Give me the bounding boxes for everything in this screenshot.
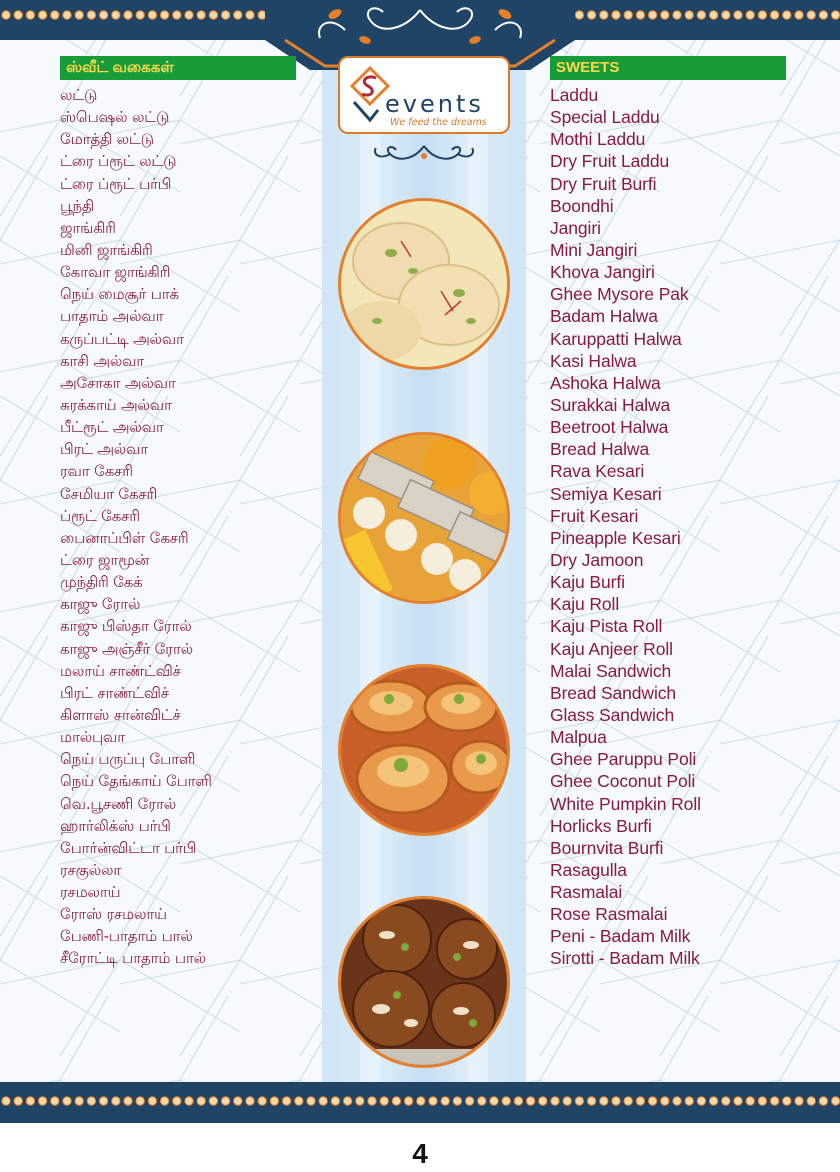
- english-section-heading: SWEETS: [550, 56, 786, 80]
- list-item: Dry Fruit Laddu: [550, 151, 670, 172]
- list-item: லட்டு: [60, 86, 98, 104]
- list-item: Malpua: [550, 727, 607, 748]
- list-item: Karuppatti Halwa: [550, 328, 682, 349]
- list-item: மால்புவா: [60, 728, 125, 747]
- list-item: மலாய் சாண்ட்விச்: [60, 661, 181, 680]
- list-item: Badam Halwa: [550, 306, 658, 327]
- list-item: ரோஸ் ரசமலாய்: [60, 905, 167, 924]
- list-item: கிளாஸ் சான்விட்ச்: [60, 705, 181, 724]
- brand-name: events: [385, 90, 484, 118]
- list-item: Ghee Paruppu Poli: [550, 749, 697, 770]
- list-item: Special Laddu: [550, 107, 660, 128]
- list-item: ரசமலாய்: [60, 883, 121, 902]
- list-item: Laddu: [550, 85, 599, 105]
- list-item: Rava Kesari: [550, 461, 645, 482]
- list-item: போர்ன்விட்டா பர்பி: [60, 838, 197, 857]
- list-item: Fruit Kesari: [550, 505, 639, 526]
- list-item: Ghee Coconut Poli: [550, 771, 696, 792]
- list-item: அசோகா அல்வா: [60, 373, 176, 392]
- list-item: காசி அல்வா: [60, 351, 145, 370]
- list-item: ட்ரை ஜாமூன்: [60, 550, 149, 569]
- list-item: Rasmalai: [550, 882, 623, 903]
- list-item: காஜு அஞ்சீர் ரோல்: [60, 639, 193, 658]
- list-item: Pineapple Kesari: [550, 527, 681, 548]
- list-item: நெய் தேங்காய் போளி: [60, 772, 212, 791]
- list-item: Kasi Halwa: [550, 350, 637, 371]
- list-item: Horlicks Burfi: [550, 815, 652, 836]
- list-item: Peni - Badam Milk: [550, 926, 691, 947]
- list-item: பைனாப்பிள் கேசரி: [60, 528, 189, 547]
- list-item: Surakkai Halwa: [550, 394, 671, 415]
- list-item: Glass Sandwich: [550, 704, 675, 725]
- list-item: Rose Rasmalai: [550, 904, 668, 925]
- list-item: Rasagulla: [550, 859, 627, 880]
- kaju-katli-laddu-photo: [338, 432, 510, 604]
- bottom-dot-row: [0, 1094, 840, 1108]
- list-item: Khova Jangiri: [550, 262, 655, 283]
- list-item: ஹார்லிக்ஸ் பர்பி: [60, 816, 171, 835]
- list-item: Mini Jangiri: [550, 239, 638, 260]
- list-item: White Pumpkin Roll: [550, 793, 701, 814]
- list-item: காஜு பிஸ்தா ரோல்: [60, 617, 192, 636]
- brand-tagline: We feed the dreams: [390, 117, 487, 128]
- list-item: Kaju Burfi: [550, 572, 625, 593]
- list-item: ரவா கேசரி: [60, 462, 133, 481]
- list-item: நெய் மைசூர் பாக்: [60, 285, 179, 304]
- list-item: ரசகுல்லா: [60, 860, 122, 879]
- list-item: சீரோட்டி பாதாம் பால்: [60, 949, 206, 968]
- dry-fruit-laddu-photo: [338, 896, 510, 1068]
- list-item: பேணி-பாதாம் பால்: [60, 927, 193, 946]
- list-item: பிரட் சாண்ட்விச்: [60, 683, 169, 702]
- list-item: Ghee Mysore Pak: [550, 284, 689, 305]
- list-item: ஜாங்கிரி: [60, 218, 116, 237]
- list-item: Dry Jamoon: [550, 549, 644, 570]
- list-item: பூந்தி: [60, 196, 94, 215]
- list-item: Dry Fruit Burfi: [550, 173, 657, 194]
- list-item: Bournvita Burfi: [550, 837, 664, 858]
- logo-ornament: [368, 140, 480, 168]
- list-item: கோவா ஜாங்கிரி: [60, 263, 171, 282]
- list-item: மினி ஜாங்கிரி: [60, 240, 153, 259]
- list-item: ட்ரை ப்ரூட் பர்பி: [60, 174, 172, 193]
- list-item: முந்திரி கேக்: [60, 573, 143, 592]
- list-item: ஸ்பெஷல் லட்டு: [60, 108, 170, 127]
- list-item: சேமியா கேசரி: [60, 484, 158, 503]
- tamil-item-list: [60, 84, 212, 970]
- list-item: Kaju Pista Roll: [550, 616, 663, 637]
- list-item: Bread Sandwich: [550, 682, 677, 703]
- list-item: மோத்தி லட்டு: [60, 130, 154, 149]
- list-item: சுரக்காய் அல்வா: [60, 395, 172, 414]
- ghevar-tarts-photo: [338, 664, 510, 836]
- list-item: வெ.பூசணி ரோல்: [60, 794, 176, 813]
- list-item: Jangiri: [550, 217, 601, 238]
- list-item: Malai Sandwich: [550, 660, 672, 681]
- list-item: Mothi Laddu: [550, 129, 646, 150]
- list-item: Beetroot Halwa: [550, 417, 669, 438]
- page-number: 4: [412, 1138, 428, 1169]
- list-item: காஜு ரோல்: [60, 595, 141, 614]
- list-item: Ashoka Halwa: [550, 372, 661, 393]
- list-item: Boondhi: [550, 195, 614, 216]
- list-item: கருப்பட்டி அல்வா: [60, 329, 184, 348]
- list-item: ப்ரூட் கேசரி: [60, 506, 140, 525]
- list-item: Kaju Roll: [550, 594, 620, 615]
- list-item: பிரட் அல்வா: [60, 440, 149, 459]
- list-item: ட்ரை ப்ரூட் லட்டு: [60, 152, 177, 171]
- list-item: Kaju Anjeer Roll: [550, 638, 673, 659]
- list-item: Bread Halwa: [550, 439, 650, 460]
- tamil-section-heading: ஸ்வீட் வகைகள்: [60, 56, 296, 80]
- list-item: பாதாம் அல்வா: [60, 307, 164, 326]
- list-item: பீட்ரூட் அல்வா: [60, 418, 164, 437]
- list-item: Sirotti - Badam Milk: [550, 948, 700, 969]
- rasmalai-photo: [338, 198, 510, 370]
- english-item-list: [550, 84, 701, 970]
- list-item: நெய் பருப்பு போளி: [60, 750, 196, 769]
- list-item: Semiya Kesari: [550, 483, 662, 504]
